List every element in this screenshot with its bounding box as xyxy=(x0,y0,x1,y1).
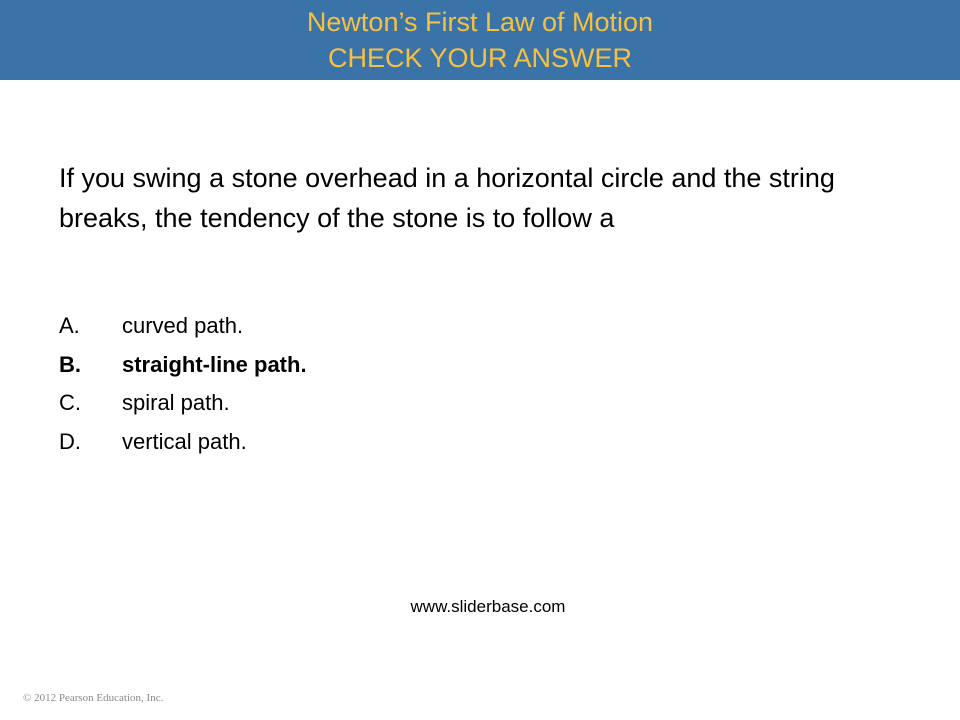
option-text: straight-line path. xyxy=(122,351,307,377)
option-c xyxy=(59,384,659,423)
option-text: spiral path. xyxy=(122,390,230,415)
slide-subtitle: CHECK YOUR ANSWER xyxy=(327,43,633,73)
question-text: If you swing a stone overhead in a horizontal circle and the string breaks, the tendency of the stone is to follow a xyxy=(59,163,835,233)
source-url: www.sliderbase.com xyxy=(410,597,566,616)
option-letter: A. xyxy=(59,313,80,338)
option-letter: C. xyxy=(59,390,81,415)
option-d xyxy=(59,423,659,462)
title-bar xyxy=(0,0,960,80)
answer-options xyxy=(59,307,659,461)
copyright-notice: © 2012 Pearson Education, Inc. xyxy=(23,692,164,704)
slide-title: Newton’s First Law of Motion xyxy=(306,7,654,37)
option-a xyxy=(59,307,659,346)
option-b-correct xyxy=(59,346,659,385)
option-text: vertical path. xyxy=(122,428,247,454)
option-letter: D. xyxy=(59,428,81,454)
option-letter: B. xyxy=(59,351,81,377)
option-text: curved path. xyxy=(122,313,244,338)
